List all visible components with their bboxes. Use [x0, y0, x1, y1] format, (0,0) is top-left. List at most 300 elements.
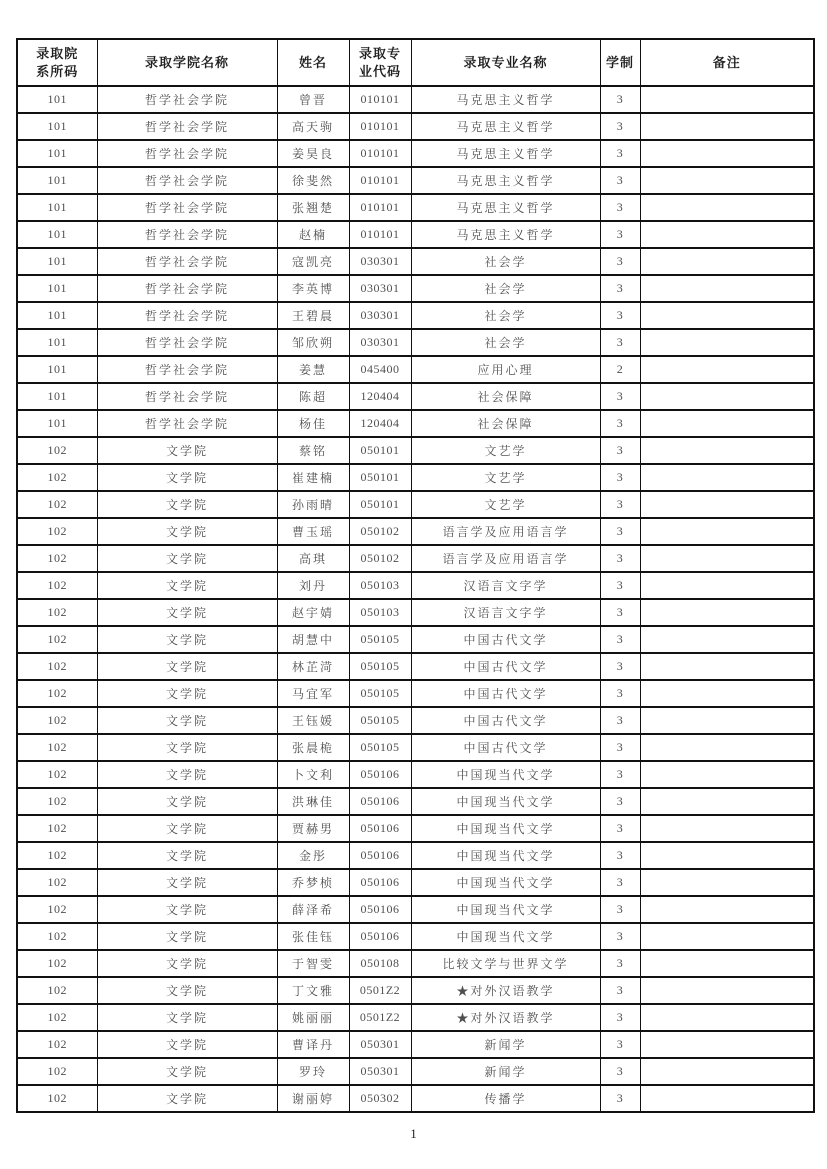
cell-college: 文学院 — [97, 707, 277, 734]
table-row — [17, 1058, 814, 1085]
cell-college: 文学院 — [97, 545, 277, 572]
cell-major-code: 050105 — [349, 626, 411, 653]
cell-dept-code: 102 — [17, 545, 97, 572]
cell-years: 3 — [600, 680, 640, 707]
cell-years: 3 — [600, 491, 640, 518]
cell-dept-code: 101 — [17, 275, 97, 302]
cell-remark — [640, 950, 814, 977]
page-number: 1 — [410, 1126, 417, 1141]
cell-dept-code: 102 — [17, 437, 97, 464]
table-row — [17, 248, 814, 275]
cell-college: 哲学社会学院 — [97, 275, 277, 302]
cell-major-code: 050102 — [349, 518, 411, 545]
cell-remark — [640, 302, 814, 329]
cell-major-code: 050102 — [349, 545, 411, 572]
cell-college: 文学院 — [97, 815, 277, 842]
cell-major: 汉语言文字学 — [411, 599, 600, 626]
cell-dept-code: 101 — [17, 383, 97, 410]
cell-college: 哲学社会学院 — [97, 356, 277, 383]
cell-name: 姚丽丽 — [277, 1004, 349, 1031]
cell-remark — [640, 221, 814, 248]
cell-years: 3 — [600, 464, 640, 491]
cell-years: 3 — [600, 572, 640, 599]
cell-college: 文学院 — [97, 464, 277, 491]
cell-college: 哲学社会学院 — [97, 86, 277, 113]
cell-major: 新闻学 — [411, 1058, 600, 1085]
cell-dept-code: 102 — [17, 572, 97, 599]
cell-dept-code: 101 — [17, 329, 97, 356]
cell-remark — [640, 923, 814, 950]
cell-major: 文艺学 — [411, 491, 600, 518]
cell-major: 中国现当代文学 — [411, 761, 600, 788]
cell-name: 高天驹 — [277, 113, 349, 140]
cell-major: 社会学 — [411, 329, 600, 356]
cell-major: 中国古代文学 — [411, 626, 600, 653]
cell-name: 谢丽婷 — [277, 1085, 349, 1112]
cell-years: 3 — [600, 599, 640, 626]
cell-dept-code: 101 — [17, 194, 97, 221]
cell-major: 中国古代文学 — [411, 653, 600, 680]
cell-major: 中国古代文学 — [411, 707, 600, 734]
cell-remark — [640, 896, 814, 923]
cell-remark — [640, 167, 814, 194]
cell-major-code: 0501Z2 — [349, 1004, 411, 1031]
cell-major-code: 030301 — [349, 275, 411, 302]
cell-name: 罗玲 — [277, 1058, 349, 1085]
cell-years: 3 — [600, 842, 640, 869]
table-row — [17, 815, 814, 842]
cell-major-code: 050106 — [349, 842, 411, 869]
cell-remark — [640, 977, 814, 1004]
cell-years: 3 — [600, 113, 640, 140]
table-row — [17, 1004, 814, 1031]
table-row — [17, 221, 814, 248]
cell-years: 3 — [600, 140, 640, 167]
cell-college: 文学院 — [97, 977, 277, 1004]
cell-remark — [640, 383, 814, 410]
cell-name: 马宜军 — [277, 680, 349, 707]
cell-dept-code: 102 — [17, 1004, 97, 1031]
cell-college: 文学院 — [97, 1031, 277, 1058]
table-row — [17, 410, 814, 437]
cell-years: 3 — [600, 1085, 640, 1112]
cell-name: 高琪 — [277, 545, 349, 572]
cell-major: 语言学及应用语言学 — [411, 545, 600, 572]
table-row — [17, 329, 814, 356]
cell-name: 王碧晨 — [277, 302, 349, 329]
table-row — [17, 86, 814, 113]
cell-name: 林芷渮 — [277, 653, 349, 680]
cell-major-code: 050302 — [349, 1085, 411, 1112]
cell-dept-code: 101 — [17, 140, 97, 167]
cell-major-code: 050106 — [349, 761, 411, 788]
cell-major: 马克思主义哲学 — [411, 194, 600, 221]
cell-years: 3 — [600, 410, 640, 437]
cell-college: 文学院 — [97, 788, 277, 815]
table-row — [17, 572, 814, 599]
cell-remark — [640, 113, 814, 140]
cell-name: 胡慧中 — [277, 626, 349, 653]
cell-years: 3 — [600, 248, 640, 275]
cell-dept-code: 101 — [17, 221, 97, 248]
cell-major-code: 030301 — [349, 248, 411, 275]
cell-remark — [640, 761, 814, 788]
cell-dept-code: 102 — [17, 977, 97, 1004]
cell-remark — [640, 86, 814, 113]
table-row — [17, 653, 814, 680]
table-row — [17, 545, 814, 572]
cell-dept-code: 102 — [17, 788, 97, 815]
cell-name: 赵楠 — [277, 221, 349, 248]
cell-dept-code: 102 — [17, 842, 97, 869]
cell-college: 文学院 — [97, 437, 277, 464]
cell-major: 中国现当代文学 — [411, 815, 600, 842]
cell-dept-code: 102 — [17, 626, 97, 653]
cell-major: 语言学及应用语言学 — [411, 518, 600, 545]
table-row — [17, 680, 814, 707]
cell-years: 3 — [600, 950, 640, 977]
cell-name: 孙雨晴 — [277, 491, 349, 518]
cell-major: 应用心理 — [411, 356, 600, 383]
header-cell: 备注 — [640, 39, 814, 86]
cell-years: 3 — [600, 626, 640, 653]
cell-major: 马克思主义哲学 — [411, 167, 600, 194]
cell-major: 文艺学 — [411, 464, 600, 491]
cell-dept-code: 101 — [17, 86, 97, 113]
table-row — [17, 464, 814, 491]
cell-major-code: 050105 — [349, 734, 411, 761]
cell-college: 文学院 — [97, 950, 277, 977]
header-cell: 录取专 业代码 — [349, 39, 411, 86]
cell-dept-code: 102 — [17, 518, 97, 545]
cell-major: 马克思主义哲学 — [411, 86, 600, 113]
cell-remark — [640, 518, 814, 545]
cell-major: 社会保障 — [411, 410, 600, 437]
cell-years: 3 — [600, 923, 640, 950]
cell-name: 张晨桅 — [277, 734, 349, 761]
cell-remark — [640, 491, 814, 518]
cell-dept-code: 101 — [17, 167, 97, 194]
cell-major: ★对外汉语教学 — [411, 1004, 600, 1031]
cell-major-code: 050106 — [349, 788, 411, 815]
cell-years: 3 — [600, 1004, 640, 1031]
cell-years: 3 — [600, 221, 640, 248]
cell-remark — [640, 680, 814, 707]
cell-major-code: 050106 — [349, 896, 411, 923]
cell-college: 哲学社会学院 — [97, 302, 277, 329]
cell-remark — [640, 572, 814, 599]
table-row — [17, 302, 814, 329]
cell-major-code: 010101 — [349, 86, 411, 113]
cell-years: 3 — [600, 1058, 640, 1085]
cell-remark — [640, 1031, 814, 1058]
cell-remark — [640, 653, 814, 680]
cell-name: 薛泽希 — [277, 896, 349, 923]
cell-college: 文学院 — [97, 923, 277, 950]
cell-remark — [640, 248, 814, 275]
table-row — [17, 383, 814, 410]
cell-years: 3 — [600, 545, 640, 572]
cell-major: 汉语言文字学 — [411, 572, 600, 599]
cell-college: 文学院 — [97, 491, 277, 518]
cell-college: 文学院 — [97, 572, 277, 599]
table-row — [17, 977, 814, 1004]
cell-years: 3 — [600, 653, 640, 680]
table-row — [17, 167, 814, 194]
cell-dept-code: 101 — [17, 302, 97, 329]
cell-major-code: 120404 — [349, 410, 411, 437]
cell-major-code: 045400 — [349, 356, 411, 383]
cell-college: 文学院 — [97, 680, 277, 707]
table-row — [17, 788, 814, 815]
cell-major: 中国现当代文学 — [411, 869, 600, 896]
cell-major: ★对外汉语教学 — [411, 977, 600, 1004]
cell-major-code: 050105 — [349, 707, 411, 734]
cell-major-code: 050103 — [349, 599, 411, 626]
cell-dept-code: 102 — [17, 491, 97, 518]
cell-major-code: 030301 — [349, 329, 411, 356]
cell-remark — [640, 1004, 814, 1031]
cell-name: 于智雯 — [277, 950, 349, 977]
cell-years: 3 — [600, 329, 640, 356]
header-row — [17, 39, 814, 86]
header-cell: 录取学院名称 — [97, 39, 277, 86]
cell-remark — [640, 140, 814, 167]
cell-dept-code: 102 — [17, 923, 97, 950]
cell-name: 寇凯亮 — [277, 248, 349, 275]
cell-remark — [640, 275, 814, 302]
table-row — [17, 734, 814, 761]
cell-name: 金彤 — [277, 842, 349, 869]
cell-dept-code: 101 — [17, 113, 97, 140]
cell-years: 3 — [600, 734, 640, 761]
cell-years: 3 — [600, 815, 640, 842]
cell-years: 3 — [600, 896, 640, 923]
cell-major-code: 050105 — [349, 653, 411, 680]
cell-major-code: 0501Z2 — [349, 977, 411, 1004]
cell-college: 哲学社会学院 — [97, 140, 277, 167]
table-row — [17, 518, 814, 545]
cell-major-code: 050106 — [349, 869, 411, 896]
cell-college: 哲学社会学院 — [97, 221, 277, 248]
cell-dept-code: 102 — [17, 815, 97, 842]
table-row — [17, 923, 814, 950]
cell-dept-code: 102 — [17, 869, 97, 896]
cell-major-code: 050103 — [349, 572, 411, 599]
cell-major: 社会学 — [411, 248, 600, 275]
cell-name: 蔡铭 — [277, 437, 349, 464]
cell-college: 哲学社会学院 — [97, 167, 277, 194]
cell-major-code: 050101 — [349, 437, 411, 464]
table-row — [17, 113, 814, 140]
header-cell: 录取专业名称 — [411, 39, 600, 86]
cell-major-code: 030301 — [349, 302, 411, 329]
cell-years: 3 — [600, 167, 640, 194]
cell-major: 社会保障 — [411, 383, 600, 410]
table-row — [17, 896, 814, 923]
cell-remark — [640, 869, 814, 896]
table-row — [17, 761, 814, 788]
cell-dept-code: 102 — [17, 950, 97, 977]
cell-major-code: 050101 — [349, 464, 411, 491]
table-row — [17, 626, 814, 653]
cell-major-code: 010101 — [349, 194, 411, 221]
cell-college: 文学院 — [97, 734, 277, 761]
table-row — [17, 869, 814, 896]
table-row — [17, 437, 814, 464]
cell-dept-code: 101 — [17, 410, 97, 437]
cell-major: 社会学 — [411, 275, 600, 302]
cell-major: 中国现当代文学 — [411, 788, 600, 815]
cell-years: 3 — [600, 788, 640, 815]
header-cell: 姓名 — [277, 39, 349, 86]
cell-major-code: 050108 — [349, 950, 411, 977]
cell-name: 张佳钰 — [277, 923, 349, 950]
cell-major-code: 050106 — [349, 923, 411, 950]
cell-name: 杨佳 — [277, 410, 349, 437]
cell-college: 哲学社会学院 — [97, 383, 277, 410]
cell-dept-code: 102 — [17, 761, 97, 788]
cell-college: 哲学社会学院 — [97, 194, 277, 221]
cell-years: 3 — [600, 275, 640, 302]
cell-name: 曾晋 — [277, 86, 349, 113]
cell-dept-code: 102 — [17, 1085, 97, 1112]
cell-dept-code: 102 — [17, 464, 97, 491]
cell-major: 新闻学 — [411, 1031, 600, 1058]
cell-major: 马克思主义哲学 — [411, 221, 600, 248]
cell-name: 曹玉瑶 — [277, 518, 349, 545]
cell-years: 3 — [600, 437, 640, 464]
cell-college: 哲学社会学院 — [97, 329, 277, 356]
table-row — [17, 194, 814, 221]
cell-remark — [640, 734, 814, 761]
header-cell: 学制 — [600, 39, 640, 86]
cell-name: 张翘楚 — [277, 194, 349, 221]
table-row — [17, 356, 814, 383]
cell-college: 文学院 — [97, 1004, 277, 1031]
cell-dept-code: 102 — [17, 896, 97, 923]
cell-major-code: 050301 — [349, 1031, 411, 1058]
table-row — [17, 842, 814, 869]
cell-college: 文学院 — [97, 626, 277, 653]
table-header — [17, 39, 814, 86]
cell-remark — [640, 545, 814, 572]
cell-major: 文艺学 — [411, 437, 600, 464]
cell-major: 比较文学与世界文学 — [411, 950, 600, 977]
admission-table — [16, 38, 815, 1113]
cell-years: 3 — [600, 707, 640, 734]
table-row — [17, 1031, 814, 1058]
cell-major: 中国现当代文学 — [411, 896, 600, 923]
cell-remark — [640, 356, 814, 383]
cell-dept-code: 102 — [17, 1031, 97, 1058]
cell-name: 乔梦桢 — [277, 869, 349, 896]
cell-years: 3 — [600, 518, 640, 545]
cell-remark — [640, 788, 814, 815]
cell-major-code: 050105 — [349, 680, 411, 707]
cell-years: 2 — [600, 356, 640, 383]
cell-years: 3 — [600, 383, 640, 410]
cell-major: 马克思主义哲学 — [411, 113, 600, 140]
cell-major-code: 120404 — [349, 383, 411, 410]
cell-name: 丁文雅 — [277, 977, 349, 1004]
cell-remark — [640, 815, 814, 842]
cell-college: 文学院 — [97, 1058, 277, 1085]
cell-dept-code: 102 — [17, 599, 97, 626]
cell-college: 哲学社会学院 — [97, 248, 277, 275]
cell-major: 中国现当代文学 — [411, 842, 600, 869]
cell-major-code: 010101 — [349, 221, 411, 248]
cell-dept-code: 101 — [17, 356, 97, 383]
cell-college: 文学院 — [97, 896, 277, 923]
table-row — [17, 950, 814, 977]
cell-remark — [640, 410, 814, 437]
cell-major-code: 050106 — [349, 815, 411, 842]
cell-remark — [640, 1085, 814, 1112]
cell-years: 3 — [600, 194, 640, 221]
table-body — [17, 86, 814, 1112]
cell-remark — [640, 707, 814, 734]
cell-years: 3 — [600, 86, 640, 113]
cell-major-code: 050301 — [349, 1058, 411, 1085]
cell-name: 陈超 — [277, 383, 349, 410]
cell-name: 刘丹 — [277, 572, 349, 599]
cell-college: 文学院 — [97, 761, 277, 788]
cell-years: 3 — [600, 1031, 640, 1058]
cell-dept-code: 101 — [17, 248, 97, 275]
cell-remark — [640, 464, 814, 491]
cell-name: 洪琳佳 — [277, 788, 349, 815]
cell-name: 徐斐然 — [277, 167, 349, 194]
cell-remark — [640, 1058, 814, 1085]
cell-remark — [640, 626, 814, 653]
cell-remark — [640, 842, 814, 869]
cell-dept-code: 102 — [17, 734, 97, 761]
table-row — [17, 707, 814, 734]
cell-college: 文学院 — [97, 869, 277, 896]
cell-major-code: 050101 — [349, 491, 411, 518]
cell-major: 中国古代文学 — [411, 734, 600, 761]
cell-major: 马克思主义哲学 — [411, 140, 600, 167]
cell-college: 文学院 — [97, 1085, 277, 1112]
cell-name: 邹欣朔 — [277, 329, 349, 356]
cell-remark — [640, 599, 814, 626]
cell-name: 赵宇婧 — [277, 599, 349, 626]
cell-dept-code: 102 — [17, 653, 97, 680]
cell-name: 崔建楠 — [277, 464, 349, 491]
cell-years: 3 — [600, 869, 640, 896]
cell-major-code: 010101 — [349, 113, 411, 140]
cell-college: 文学院 — [97, 653, 277, 680]
cell-years: 3 — [600, 761, 640, 788]
table-row — [17, 491, 814, 518]
table-row — [17, 275, 814, 302]
cell-college: 哲学社会学院 — [97, 410, 277, 437]
cell-name: 王钰媛 — [277, 707, 349, 734]
cell-major: 中国古代文学 — [411, 680, 600, 707]
cell-name: 姜慧 — [277, 356, 349, 383]
cell-college: 文学院 — [97, 599, 277, 626]
cell-remark — [640, 329, 814, 356]
cell-name: 卜文利 — [277, 761, 349, 788]
cell-college: 哲学社会学院 — [97, 113, 277, 140]
cell-college: 文学院 — [97, 842, 277, 869]
cell-name: 曹译丹 — [277, 1031, 349, 1058]
header-cell: 录取院 系所码 — [17, 39, 97, 86]
table-row — [17, 1085, 814, 1112]
cell-remark — [640, 437, 814, 464]
table-row — [17, 140, 814, 167]
